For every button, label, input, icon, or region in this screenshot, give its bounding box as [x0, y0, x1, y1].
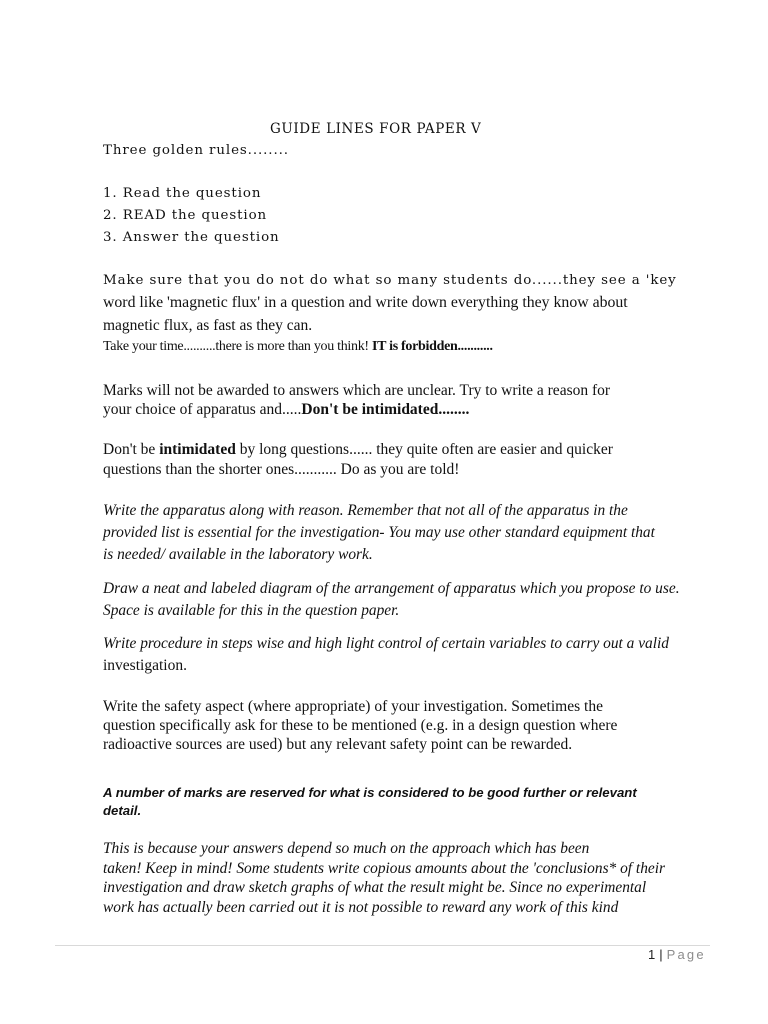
page-label: Page [666, 947, 706, 962]
dont-be-intimidated-text: Don't be intimidated........ [301, 401, 470, 418]
rule-1: 1. Read the question [103, 186, 262, 201]
footer-separator: | [659, 947, 663, 962]
paragraph-9-line-2: taken! Keep in mind! Some students write copious amounts about the 'conclusions* of their [103, 860, 665, 877]
paragraph-3-line-1: Don't be intimidated by long questions...... they quite often are easier and quicker [103, 441, 613, 458]
paragraph-7-line-3: radioactive sources are used) but any relevant safety point can be rewarded. [103, 736, 573, 753]
page-footer [648, 947, 706, 962]
paragraph-1-line-2: word like 'magnetic flux' in a question and write down everything they know about [103, 294, 628, 311]
paragraph-3-line-2: questions than the shorter ones........... Do as you are told! [103, 461, 460, 478]
paragraph-4-line-3: is needed/ available in the laboratory work. [103, 546, 373, 563]
page-number: 1 [648, 947, 656, 962]
paragraph-6-line-2: investigation. [103, 657, 187, 674]
paragraph-4-line-2: provided list is essential for the investigation- You may use other standard equipment that [103, 524, 655, 541]
page-title: GUIDE LINES FOR PAPER V [270, 121, 482, 137]
footer-divider [55, 945, 710, 946]
paragraph-5-line-2: Space is available for this in the question paper. [103, 602, 400, 619]
take-your-time-text: Take your time..........there is more than you think! [103, 339, 372, 354]
paragraph-8-line-2: detail. [103, 803, 142, 818]
intro-text: Three golden rules........ [103, 143, 289, 158]
paragraph-1-line-1: Make sure that you do not do what so many students do......they see a 'key [103, 273, 677, 288]
paragraph-7-line-1: Write the safety aspect (where appropriate) of your investigation. Sometimes the [103, 698, 603, 715]
paragraph-8-line-1: A number of marks are reserved for what is considered to be good further or relevant [103, 785, 637, 800]
paragraph-5-line-1: Draw a neat and labeled diagram of the arrangement of apparatus which you propose to use. [103, 580, 680, 597]
paragraph-6-line-1: Write procedure in steps wise and high light control of certain variables to carry out a valid [103, 635, 669, 652]
paragraph-9-line-4: work has actually been carried out it is not possible to reward any work of this kind [103, 899, 619, 916]
paragraph-1-line-4 [103, 339, 493, 355]
rule-2: 2. READ the question [103, 208, 268, 223]
forbidden-text: IT is forbidden........... [371, 339, 493, 354]
paragraph-9-line-1: This is because your answers depend so much on the approach which has been [103, 840, 590, 857]
paragraph-2-line-1: Marks will not be awarded to answers which are unclear. Try to write a reason for [103, 382, 611, 399]
rule-3: 3. Answer the question [103, 230, 280, 245]
paragraph-1-line-3: magnetic flux, as fast as they can. [103, 317, 313, 334]
paragraph-2-line-2: your choice of apparatus and.....Don't be intimidated........ [103, 401, 470, 418]
paragraph-9-line-3: investigation and draw sketch graphs of what the result might be. Since no experimental [103, 879, 647, 896]
paragraph-7-line-2: question specifically ask for these to be mentioned (e.g. in a design question where [103, 717, 618, 734]
paragraph-4-line-1: Write the apparatus along with reason. Remember that not all of the apparatus in the [103, 502, 628, 519]
intimidated-text: intimidated [159, 441, 236, 458]
